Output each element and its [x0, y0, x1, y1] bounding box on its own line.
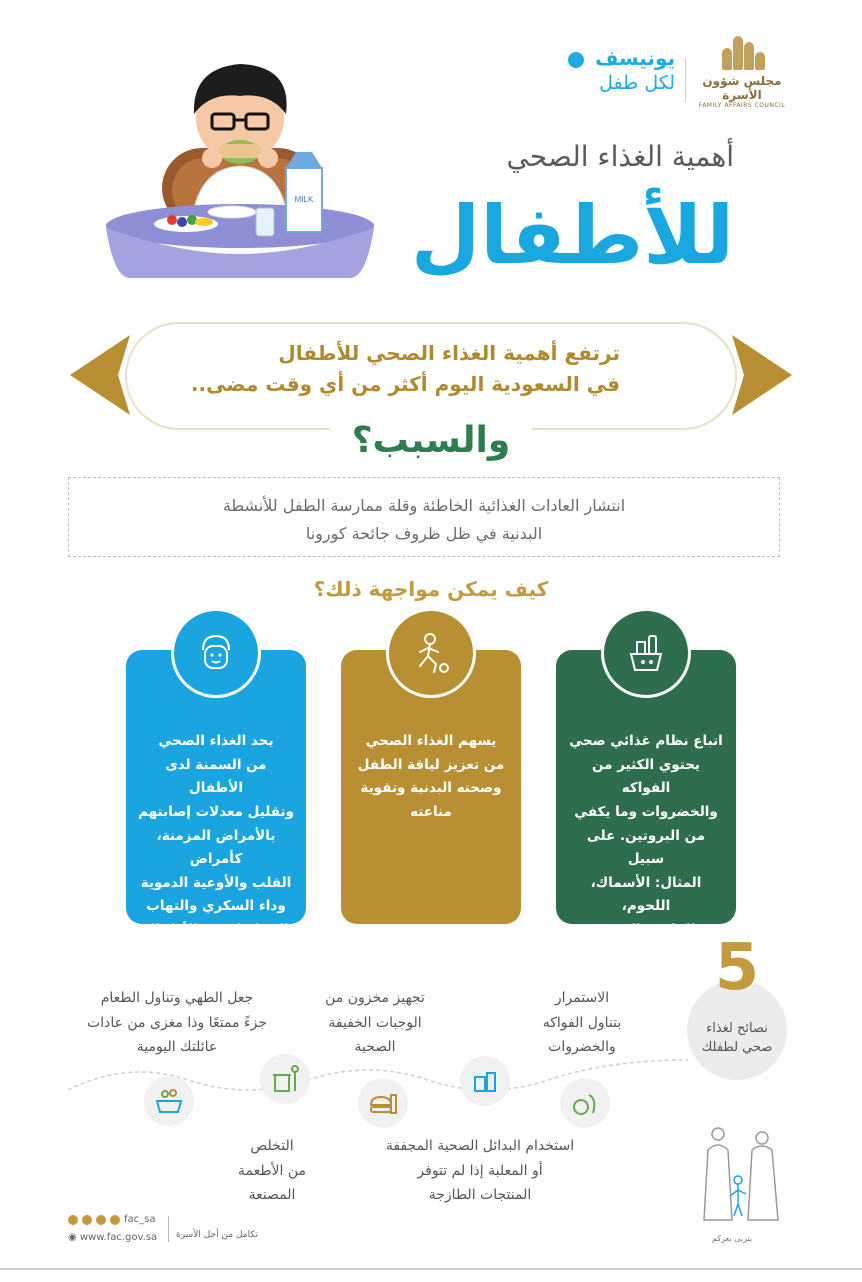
milk-label: MILK: [294, 195, 314, 204]
card-line: والحبوب مثل:: [600, 969, 692, 986]
footer-slogan: تكامل من أجل الأسرة: [176, 1230, 258, 1240]
card-line: والخضروات وما يكفي: [574, 803, 718, 820]
card-line: الحليب، البيض، والفاصوليا: [596, 922, 696, 962]
boy-eating-illustration: [100, 40, 380, 290]
reason-line-2: البدنية في ظل ظروف جائحة كورونا: [305, 524, 543, 543]
tip-line: الوجبات الخفيفة: [328, 1014, 422, 1031]
card-line: المفاصل بين الأطفال: [143, 922, 289, 938]
groceries-icon: [601, 608, 691, 698]
fac-logo-english: FAMILY AFFAIRS COUNCIL: [698, 102, 786, 109]
reason-question: والسبب؟: [0, 420, 862, 461]
card-line: «الخبز والأرز والشوفان»: [603, 992, 689, 1033]
card-line: مناعته: [410, 803, 452, 820]
child-face-icon: [171, 608, 261, 698]
card-line: يحتوي الكثير من الفواكه: [591, 756, 701, 797]
tip-line: المنتجات الطازجة: [428, 1187, 532, 1203]
unicef-name: يونيسف: [595, 46, 675, 70]
fac-logo-arabic: مجلس شؤون الأسرة: [702, 74, 782, 102]
tips-label-line: صحي لطفلك: [701, 1039, 773, 1055]
card-line: من تعزيز لياقة الطفل: [357, 756, 505, 773]
tip-snacks: [300, 986, 450, 1060]
youtube-icon[interactable]: [110, 1215, 120, 1225]
banner-text: [150, 338, 620, 400]
twitter-icon[interactable]: [68, 1215, 78, 1225]
card-line: يحد الغذاء الصحي: [158, 733, 274, 749]
banner-line-2: في السعودية اليوم أكثر من أي وقت مضى..: [190, 372, 620, 396]
tip-line: بتناول الفواكه: [542, 1014, 622, 1031]
vegetables-icon: [560, 1078, 610, 1128]
website-url[interactable]: www.fac.gov.sa: [79, 1232, 158, 1243]
fac-logo-mark-icon: [720, 28, 764, 70]
banner-left-arrow-icon: [70, 335, 130, 415]
footer-divider: [168, 1216, 169, 1242]
card-line: بالأمراض المزمنة، كأمراض: [156, 827, 276, 868]
banner-right-arrow-icon: [732, 335, 792, 415]
fast-food-icon: [358, 1078, 408, 1128]
tip-line: تجهيز مخزون من: [325, 990, 425, 1006]
tips-number: 5: [714, 931, 760, 1005]
tip-preserved: [360, 1134, 600, 1208]
page-subtitle: أهمية الغذاء الصحي: [506, 140, 734, 173]
card-line: وصحته البدنية وتقوية: [360, 780, 502, 797]
tips-label-line: نصائح لغذاء: [706, 1021, 768, 1036]
cooking-pot-icon: [144, 1076, 194, 1126]
social-handle[interactable]: fac_sa: [124, 1214, 156, 1225]
tip-cooking: [62, 986, 292, 1060]
family-illustration: [690, 1120, 790, 1230]
card-line: وداء السكري والتهاب: [146, 898, 286, 915]
facebook-icon[interactable]: [96, 1215, 106, 1225]
tip-line: التخلص: [250, 1138, 294, 1154]
unicef-logo: [560, 46, 675, 94]
page-title: للأطفال: [410, 189, 734, 282]
instagram-icon[interactable]: [82, 1215, 92, 1225]
running-child-icon: [386, 608, 476, 698]
unicef-globe-icon: [568, 52, 584, 68]
card-line: المثال: الأسماك، اللحوم،: [590, 874, 702, 915]
tip-line: جزءً ممتعًا وذا مغزى من عادات: [87, 1014, 267, 1031]
tip-line: جعل الطهي وتناول الطعام: [100, 990, 254, 1006]
tip-line: والخضروات: [548, 1039, 616, 1055]
trash-bin-icon: [260, 1054, 310, 1104]
card-line: اتباع نظام غذائي صحي: [569, 733, 723, 749]
reason-line-1: انتشار العادات الغذائية الخاطئة وقلة ممارسة الطفل للأنشطة: [222, 496, 626, 515]
social-links: [68, 1214, 155, 1225]
footer-rule: [0, 1268, 862, 1270]
card-line: وتقليل معدلات إصابتهم: [138, 803, 294, 820]
website-link[interactable]: ◉ www.fac.gov.sa: [68, 1232, 158, 1243]
card-line: من السمنة لدى الأطفال: [165, 756, 267, 797]
fac-logo: [682, 28, 802, 108]
tip-line: استخدام البدائل الصحية المجففة: [385, 1138, 575, 1154]
tip-line: الاستمرار: [554, 990, 610, 1006]
banner-line-1: ترتفع أهمية الغذاء الصحي للأطفال: [278, 341, 620, 365]
family-caption: بتربى بعزكم: [712, 1234, 753, 1243]
milk-carton-icon: [286, 152, 322, 232]
tip-processed: [222, 1134, 322, 1208]
card-line: يسهم الغذاء الصحي: [365, 733, 497, 749]
tip-line: المصنعة: [248, 1187, 296, 1203]
tip-line: الصحية: [354, 1039, 396, 1055]
card-line: القلب والأوعية الدموية: [140, 874, 292, 891]
card-line: من البروتين. على سبيل: [586, 827, 706, 868]
reason-box: [68, 477, 780, 557]
logo-divider: [685, 58, 686, 102]
unicef-slogan: لكل طفل: [599, 72, 675, 94]
cans-icon: [460, 1056, 510, 1106]
tip-line: أو المعلبة إذا لم تتوفر: [417, 1162, 543, 1179]
tip-line: عائلتك اليومية: [136, 1039, 218, 1055]
tip-line: من الأطعمة: [238, 1162, 306, 1179]
how-heading: كيف يمكن مواجهة ذلك؟: [313, 577, 549, 601]
tip-fruits: [512, 986, 652, 1060]
